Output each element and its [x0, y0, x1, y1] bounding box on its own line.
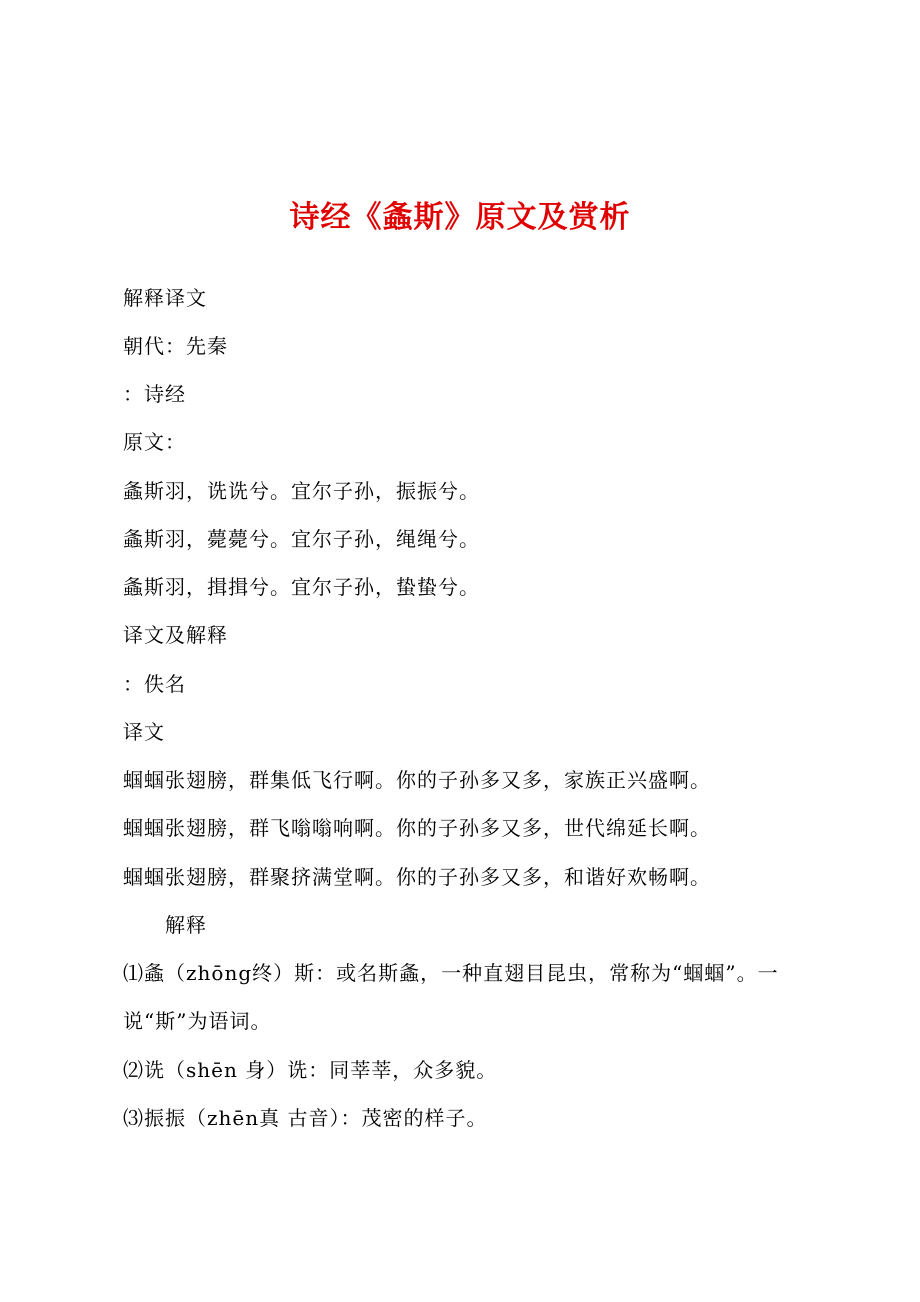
poem-stanza-1: 螽斯羽，诜诜兮。宜尔子孙，振振兮。 [123, 479, 480, 503]
poem-stanza-2: 螽斯羽，薨薨兮。宜尔子孙，绳绳兮。 [123, 527, 480, 551]
translation-line-2: 蝈蝈张翅膀，群飞嗡嗡响啊。你的子孙多又多，世代绵延长啊。 [123, 816, 711, 840]
author-line: ：佚名 [123, 672, 186, 696]
document-title: 诗经《螽斯》原文及赏析 [289, 200, 631, 235]
notes-heading: 解释 [165, 913, 207, 937]
original-text-heading: 原文： [123, 430, 186, 454]
translation-heading: 译文及解释 [123, 623, 228, 647]
poem-stanza-3: 螽斯羽，揖揖兮。宜尔子孙，蛰蛰兮。 [123, 575, 480, 599]
source-line: ：诗经 [123, 382, 186, 406]
note-2: ⑵诜（shēn 身）诜：同莘莘，众多貌。 [123, 1058, 498, 1082]
note-3: ⑶振振（zhēn真 古音）：茂密的样子。 [123, 1106, 488, 1130]
section-heading-explanation: 解释译文 [123, 286, 207, 310]
translation-line-1: 蝈蝈张翅膀，群集低飞行啊。你的子孙多又多，家族正兴盛啊。 [123, 768, 711, 792]
translation-subheading: 译文 [123, 720, 165, 744]
dynasty-line: 朝代：先秦 [123, 334, 228, 358]
translation-line-3: 蝈蝈张翅膀，群聚挤满堂啊。你的子孙多又多，和谐好欢畅啊。 [123, 865, 711, 889]
note-1: ⑴螽（zhōng终）斯：或名斯螽，一种直翅目昆虫，常称为“蝈蝈”。一 [123, 961, 779, 985]
note-1-continued: 说“斯”为语词。 [123, 1009, 272, 1033]
